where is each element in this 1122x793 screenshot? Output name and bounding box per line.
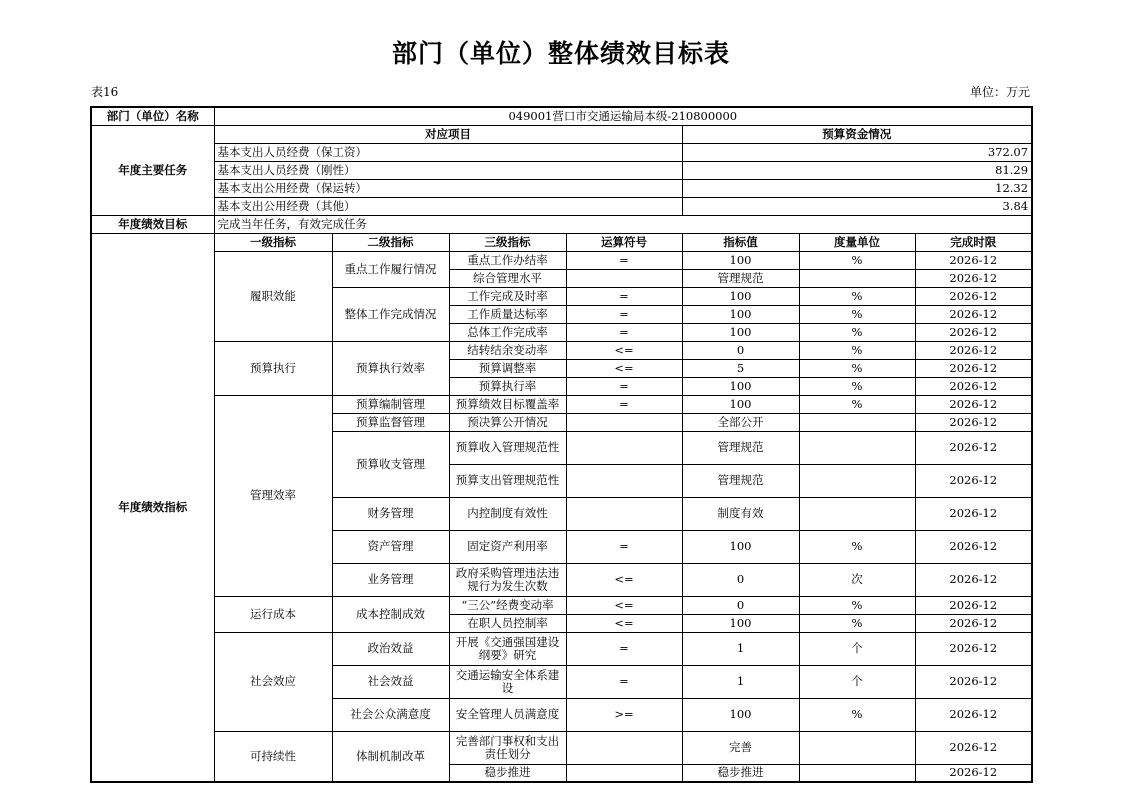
table-row (91, 125, 1032, 143)
unit-cell: % (799, 341, 915, 359)
table-row (91, 143, 1032, 161)
level3-cell: “三公”经费变动率 (449, 596, 566, 614)
level2-indicator: 重点工作履行情况 (332, 251, 449, 287)
level1-indicator: 可持续性 (214, 731, 332, 782)
unit-cell (799, 497, 915, 530)
deadline-cell: 2026-12 (915, 413, 1032, 431)
operator-cell: <= (566, 614, 682, 632)
deadline-cell: 2026-12 (915, 764, 1032, 782)
unit-cell: % (799, 377, 915, 395)
operator-cell: <= (566, 596, 682, 614)
col-header-op: 运算符号 (566, 233, 682, 251)
level2-indicator: 社会效益 (332, 665, 449, 698)
target-value-cell: 稳步推进 (682, 764, 799, 782)
operator-cell (566, 464, 682, 497)
operator-cell: = (566, 530, 682, 563)
level2-indicator: 成本控制成效 (332, 596, 449, 632)
deadline-cell: 2026-12 (915, 323, 1032, 341)
performance-table (90, 106, 1033, 783)
deadline-cell: 2026-12 (915, 251, 1032, 269)
unit-cell: % (799, 698, 915, 731)
target-value-cell: 管理规范 (682, 464, 799, 497)
task-item: 基本支出人员经费（保工资） (214, 143, 682, 161)
task-item: 基本支出公用经费（其他） (214, 197, 682, 215)
col-header-l1: 一级指标 (214, 233, 332, 251)
level2-indicator: 政治效益 (332, 632, 449, 665)
unit-label: 单位：万元 (969, 85, 1030, 99)
level2-indicator: 社会公众满意度 (332, 698, 449, 731)
target-value-cell: 1 (682, 632, 799, 665)
operator-cell: = (566, 287, 682, 305)
target-value-cell: 100 (682, 305, 799, 323)
unit-cell: % (799, 596, 915, 614)
level1-indicator: 管理效率 (214, 395, 332, 596)
unit-cell: % (799, 323, 915, 341)
target-value-cell: 100 (682, 698, 799, 731)
level3-cell: 预算支出管理规范性 (449, 464, 566, 497)
col-header-budget: 预算资金情况 (682, 125, 1032, 143)
target-value-cell: 完善 (682, 731, 799, 764)
table-row (91, 197, 1032, 215)
operator-cell: = (566, 665, 682, 698)
level3-cell: 在职人员控制率 (449, 614, 566, 632)
operator-cell (566, 764, 682, 782)
table-row (91, 395, 1032, 413)
level2-indicator: 财务管理 (332, 497, 449, 530)
level1-indicator: 履职效能 (214, 251, 332, 341)
operator-cell: = (566, 377, 682, 395)
unit-cell (799, 764, 915, 782)
target-value-cell: 0 (682, 563, 799, 596)
unit-cell: 次 (799, 563, 915, 596)
level3-cell: 交通运输安全体系建设 (449, 665, 566, 698)
unit-cell (799, 413, 915, 431)
operator-cell (566, 497, 682, 530)
level3-cell: 总体工作完成率 (449, 323, 566, 341)
unit-cell: 个 (799, 632, 915, 665)
target-value-cell: 5 (682, 359, 799, 377)
operator-cell (566, 431, 682, 464)
target-value-cell: 管理规范 (682, 269, 799, 287)
task-amount: 372.07 (682, 143, 1032, 161)
target-value-cell: 1 (682, 665, 799, 698)
target-value-cell: 100 (682, 614, 799, 632)
level3-cell: 重点工作办结率 (449, 251, 566, 269)
col-header-l2: 二级指标 (332, 233, 449, 251)
table-row (91, 251, 1032, 269)
unit-cell: % (799, 530, 915, 563)
task-amount: 3.84 (682, 197, 1032, 215)
unit-cell: % (799, 287, 915, 305)
table-row (91, 632, 1032, 665)
target-value-cell: 0 (682, 596, 799, 614)
level1-indicator: 运行成本 (214, 596, 332, 632)
operator-cell: = (566, 251, 682, 269)
level1-indicator: 社会效应 (214, 632, 332, 731)
col-header-unit: 度量单位 (799, 233, 915, 251)
deadline-cell: 2026-12 (915, 359, 1032, 377)
operator-cell: = (566, 395, 682, 413)
operator-cell: = (566, 305, 682, 323)
operator-cell: >= (566, 698, 682, 731)
deadline-cell: 2026-12 (915, 632, 1032, 665)
task-item: 基本支出公用经费（保运转） (214, 179, 682, 197)
tasks-label: 年度主要任务 (91, 125, 214, 215)
level3-cell: 综合管理水平 (449, 269, 566, 287)
level2-indicator: 整体工作完成情况 (332, 287, 449, 341)
task-item: 基本支出人员经费（刚性） (214, 161, 682, 179)
unit-cell: % (799, 614, 915, 632)
unit-cell: 个 (799, 665, 915, 698)
indicators-label: 年度绩效指标 (91, 233, 214, 782)
deadline-cell: 2026-12 (915, 596, 1032, 614)
level3-cell: 结转结余变动率 (449, 341, 566, 359)
col-header-item: 对应项目 (214, 125, 682, 143)
col-header-deadline: 完成时限 (915, 233, 1032, 251)
table-row (91, 341, 1032, 359)
target-value-cell: 100 (682, 287, 799, 305)
level2-indicator: 预算监督管理 (332, 413, 449, 431)
level3-cell: 预算绩效目标覆盖率 (449, 395, 566, 413)
deadline-cell: 2026-12 (915, 431, 1032, 464)
task-amount: 12.32 (682, 179, 1032, 197)
goal-value: 完成当年任务，有效完成任务 (214, 215, 1032, 233)
target-value-cell: 全部公开 (682, 413, 799, 431)
level2-indicator: 预算编制管理 (332, 395, 449, 413)
operator-cell (566, 413, 682, 431)
table-row (91, 215, 1032, 233)
deadline-cell: 2026-12 (915, 464, 1032, 497)
level2-indicator: 预算执行效率 (332, 341, 449, 395)
operator-cell: = (566, 632, 682, 665)
table-row (91, 161, 1032, 179)
level3-cell: 固定资产利用率 (449, 530, 566, 563)
deadline-cell: 2026-12 (915, 563, 1032, 596)
level3-cell: 工作完成及时率 (449, 287, 566, 305)
unit-cell (799, 464, 915, 497)
target-value-cell: 100 (682, 251, 799, 269)
level2-indicator: 业务管理 (332, 563, 449, 596)
operator-cell (566, 731, 682, 764)
deadline-cell: 2026-12 (915, 731, 1032, 764)
table-row (91, 596, 1032, 614)
level3-cell: 开展《交通强国建设纲要》研究 (449, 632, 566, 665)
level3-cell: 工作质量达标率 (449, 305, 566, 323)
level2-indicator: 体制机制改革 (332, 731, 449, 782)
dept-label: 部门（单位）名称 (91, 107, 214, 125)
level1-indicator: 预算执行 (214, 341, 332, 395)
target-value-cell: 100 (682, 395, 799, 413)
unit-cell (799, 731, 915, 764)
target-value-cell: 制度有效 (682, 497, 799, 530)
table-row (91, 179, 1032, 197)
table-row (91, 233, 1032, 251)
deadline-cell: 2026-12 (915, 665, 1032, 698)
level3-cell: 预决算公开情况 (449, 413, 566, 431)
table-row (91, 731, 1032, 764)
deadline-cell: 2026-12 (915, 305, 1032, 323)
level3-cell: 完善部门事权和支出责任划分 (449, 731, 566, 764)
operator-cell: <= (566, 563, 682, 596)
target-value-cell: 100 (682, 377, 799, 395)
level2-indicator: 资产管理 (332, 530, 449, 563)
unit-cell: % (799, 305, 915, 323)
dept-value: 049001营口市交通运输局本级-210800000 (214, 107, 1032, 125)
deadline-cell: 2026-12 (915, 698, 1032, 731)
table-number: 表16 (91, 85, 119, 99)
deadline-cell: 2026-12 (915, 269, 1032, 287)
level2-indicator: 预算收支管理 (332, 431, 449, 497)
level3-cell: 预算调整率 (449, 359, 566, 377)
deadline-cell: 2026-12 (915, 341, 1032, 359)
col-header-value: 指标值 (682, 233, 799, 251)
page-title: 部门（单位）整体绩效目标表 (391, 39, 730, 68)
unit-cell: % (799, 395, 915, 413)
unit-cell (799, 431, 915, 464)
level3-cell: 政府采购管理违法违规行为发生次数 (449, 563, 566, 596)
operator-cell (566, 269, 682, 287)
table-row (91, 107, 1032, 125)
target-value-cell: 100 (682, 530, 799, 563)
level3-cell: 安全管理人员满意度 (449, 698, 566, 731)
level3-cell: 内控制度有效性 (449, 497, 566, 530)
level3-cell: 预算执行率 (449, 377, 566, 395)
unit-cell: % (799, 251, 915, 269)
task-amount: 81.29 (682, 161, 1032, 179)
col-header-l3: 三级指标 (449, 233, 566, 251)
deadline-cell: 2026-12 (915, 530, 1032, 563)
level3-cell: 预算收入管理规范性 (449, 431, 566, 464)
unit-cell (799, 269, 915, 287)
deadline-cell: 2026-12 (915, 377, 1032, 395)
deadline-cell: 2026-12 (915, 614, 1032, 632)
level3-cell: 稳步推进 (449, 764, 566, 782)
deadline-cell: 2026-12 (915, 497, 1032, 530)
target-value-cell: 管理规范 (682, 431, 799, 464)
deadline-cell: 2026-12 (915, 287, 1032, 305)
target-value-cell: 0 (682, 341, 799, 359)
deadline-cell: 2026-12 (915, 395, 1032, 413)
operator-cell: <= (566, 341, 682, 359)
target-value-cell: 100 (682, 323, 799, 341)
goal-label: 年度绩效目标 (91, 215, 214, 233)
operator-cell: <= (566, 359, 682, 377)
unit-cell: % (799, 359, 915, 377)
operator-cell: = (566, 323, 682, 341)
